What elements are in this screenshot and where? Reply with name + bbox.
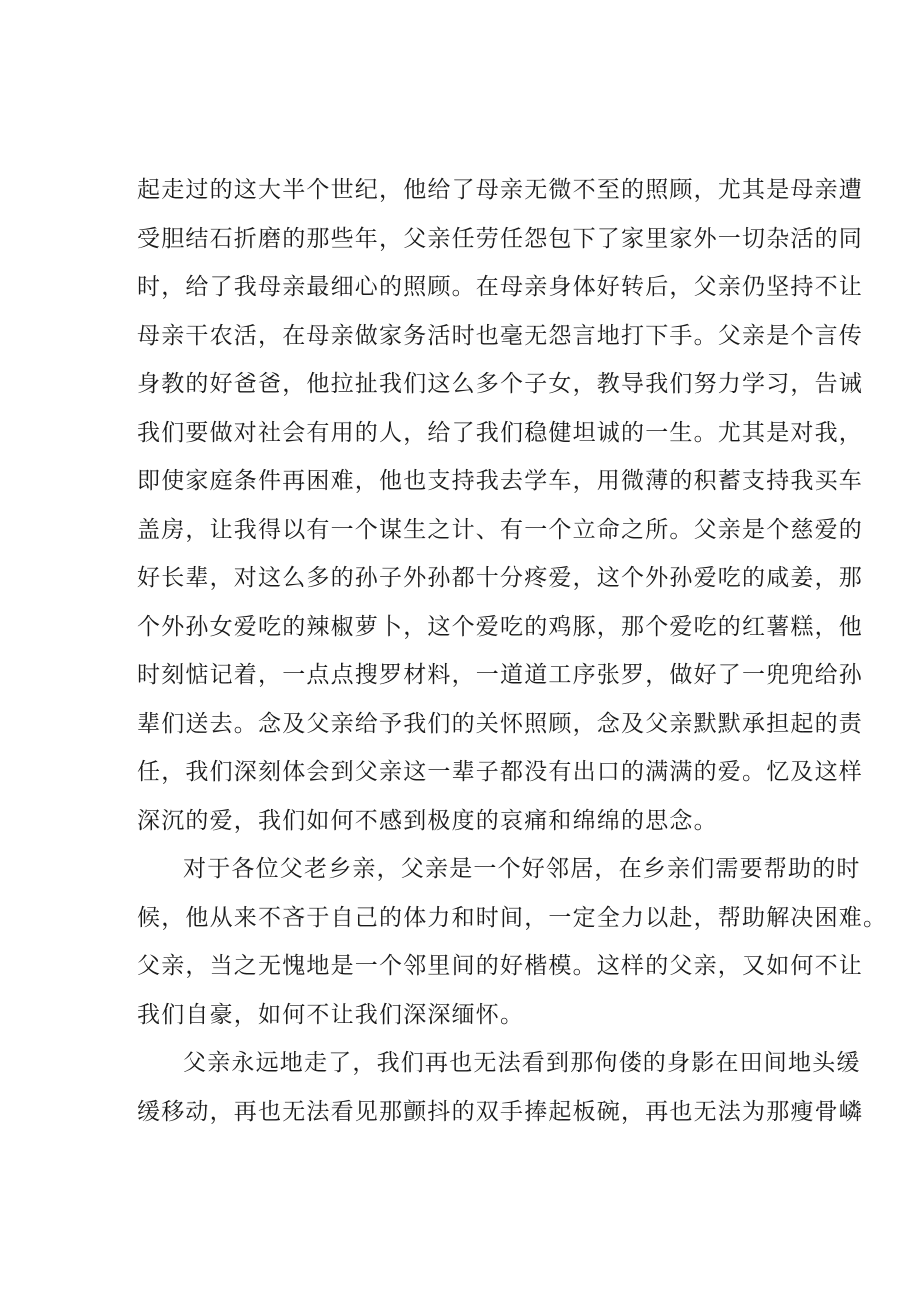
text-line: 个外孙女爱吃的辣椒萝卜，这个爱吃的鸡豚，那个爱吃的红薯糕，他: [137, 613, 863, 640]
text-line: 即使家庭条件再困难，他也支持我去学车，用微薄的积蓄支持我买车: [137, 468, 863, 494]
paragraph-1: [137, 166, 863, 845]
text-line: 母亲干农活，在母亲做家务活时也毫无怨言地打下手。父亲是个言传: [137, 322, 863, 349]
text-line: 身教的好爸爸，他拉扯我们这么多个子女，教导我们努力学习，告诫: [137, 371, 863, 397]
text-line: 起走过的这大半个世纪，他给了母亲无微不至的照顾，尤其是母亲遭: [137, 177, 863, 203]
body-text: [137, 166, 888, 1136]
text-line: 缓移动，再也无法看见那颤抖的双手捧起板碗，再也无法为那瘦骨嶙: [137, 1098, 863, 1125]
text-line: 我们自豪，如何不让我们深深缅怀。: [137, 1001, 525, 1028]
text-line: 时刻惦记着，一点点搜罗材料，一道道工序张罗，做好了一兜兜给孙: [137, 662, 863, 688]
text-line: 候，他从来不吝于自己的体力和时间，一定全力以赴，帮助解决困难。: [137, 904, 888, 931]
text-line: 我们要做对社会有用的人，给了我们稳健坦诚的一生。尤其是对我，: [137, 419, 863, 446]
text-line: 父亲永远地走了，我们再也无法看到那佝偻的身影在田间地头缓: [183, 1050, 861, 1076]
text-line: 任，我们深刻体会到父亲这一辈子都没有出口的满满的爱。忆及这样: [137, 759, 863, 785]
text-line: 盖房，让我得以有一个谋生之计、有一个立命之所。父亲是个慈爱的: [137, 516, 863, 543]
text-line: 时，给了我母亲最细心的照顾。在母亲身体好转后，父亲仍坚持不让: [137, 274, 863, 300]
text-line: 父亲，当之无愧地是一个邻里间的好楷模。这样的父亲，又如何不让: [137, 953, 863, 979]
paragraph-3: [137, 1039, 863, 1136]
text-line: 深沉的爱，我们如何不感到极度的哀痛和绵绵的思念。: [137, 807, 718, 834]
text-line: 好长辈，对这么多的孙子外孙都十分疼爱，这个外孙爱吃的咸姜，那: [137, 565, 863, 591]
paragraph-2: [137, 845, 888, 1039]
text-line: 对于各位父老乡亲，父亲是一个好邻居，在乡亲们需要帮助的时: [183, 856, 861, 882]
text-line: 辈们送去。念及父亲给予我们的关怀照顾，念及父亲默默承担起的责: [137, 710, 863, 737]
text-line: 受胆结石折磨的那些年，父亲任劳任怨包下了家里家外一切杂活的同: [137, 225, 863, 252]
